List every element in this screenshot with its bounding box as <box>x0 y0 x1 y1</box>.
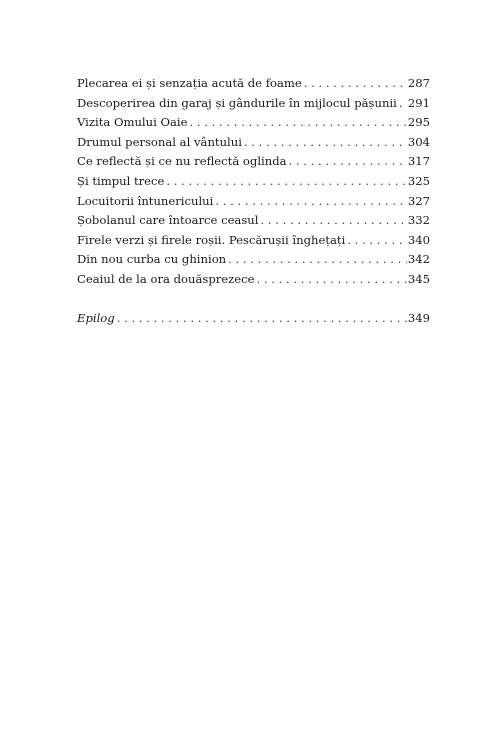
dot-leader <box>215 192 407 212</box>
toc-entry <box>77 74 430 94</box>
toc-entry-page: 332 <box>407 213 430 228</box>
toc-entry-title: Locuitorii întunericului <box>77 193 214 208</box>
toc-entry <box>77 211 430 231</box>
toc-entry-page: 295 <box>407 115 430 130</box>
dot-leader <box>228 250 407 270</box>
toc-entry-page: 317 <box>407 154 430 169</box>
toc-entry-title: Ceaiul de la ora douăsprezece <box>77 271 255 286</box>
toc-entry <box>77 270 430 290</box>
toc-entry <box>77 231 430 251</box>
dot-leader <box>189 113 406 133</box>
dot-leader <box>166 172 406 192</box>
toc-entry-page: 304 <box>407 134 430 149</box>
toc-entry-page: 287 <box>407 76 430 90</box>
dot-leader <box>256 270 406 290</box>
toc-entry-title: Plecarea ei și senzația acută de foame <box>77 76 302 90</box>
toc-entry-page: 325 <box>407 173 430 188</box>
table-of-contents <box>77 74 430 328</box>
toc-entry <box>77 152 430 172</box>
toc-entry-title: Și timpul trece <box>77 173 165 188</box>
dot-leader <box>117 309 407 329</box>
dot-leader <box>244 133 407 153</box>
toc-epilog-title: Epilog <box>77 310 115 325</box>
toc-entry <box>77 192 430 212</box>
toc-entry-page: 327 <box>407 193 430 208</box>
toc-entry-epilog <box>77 309 430 329</box>
toc-entry-page: 291 <box>407 95 430 110</box>
toc-entry-title: Vizita Omului Oaie <box>77 115 188 130</box>
toc-entry <box>77 250 430 270</box>
toc-entry-title: Ce reflectă și ce nu reflectă oglinda <box>77 154 287 169</box>
toc-entry-title: Firele verzi și firele roșii. Pescărușii înghețați <box>77 232 346 247</box>
toc-entry-page: 342 <box>407 252 430 267</box>
dot-leader <box>260 211 406 231</box>
toc-entry <box>77 113 430 133</box>
toc-entry-page: 340 <box>407 232 430 247</box>
toc-entry <box>77 172 430 192</box>
dot-leader <box>289 152 407 172</box>
toc-entry-title: Drumul personal al vântului <box>77 134 242 149</box>
dot-leader <box>399 94 407 114</box>
toc-epilog-page: 349 <box>407 310 430 325</box>
toc-entry <box>77 133 430 153</box>
dot-leader <box>304 74 407 94</box>
toc-entry-page: 345 <box>407 271 430 286</box>
toc-entry-title: Șobolanul care întoarce ceasul <box>77 213 259 228</box>
toc-entry-title: Din nou curba cu ghinion <box>77 252 227 267</box>
toc-entry <box>77 94 430 114</box>
dot-leader <box>347 231 407 251</box>
toc-entry-title: Descoperirea din garaj și gândurile în mijlocul pășunii <box>77 95 397 110</box>
